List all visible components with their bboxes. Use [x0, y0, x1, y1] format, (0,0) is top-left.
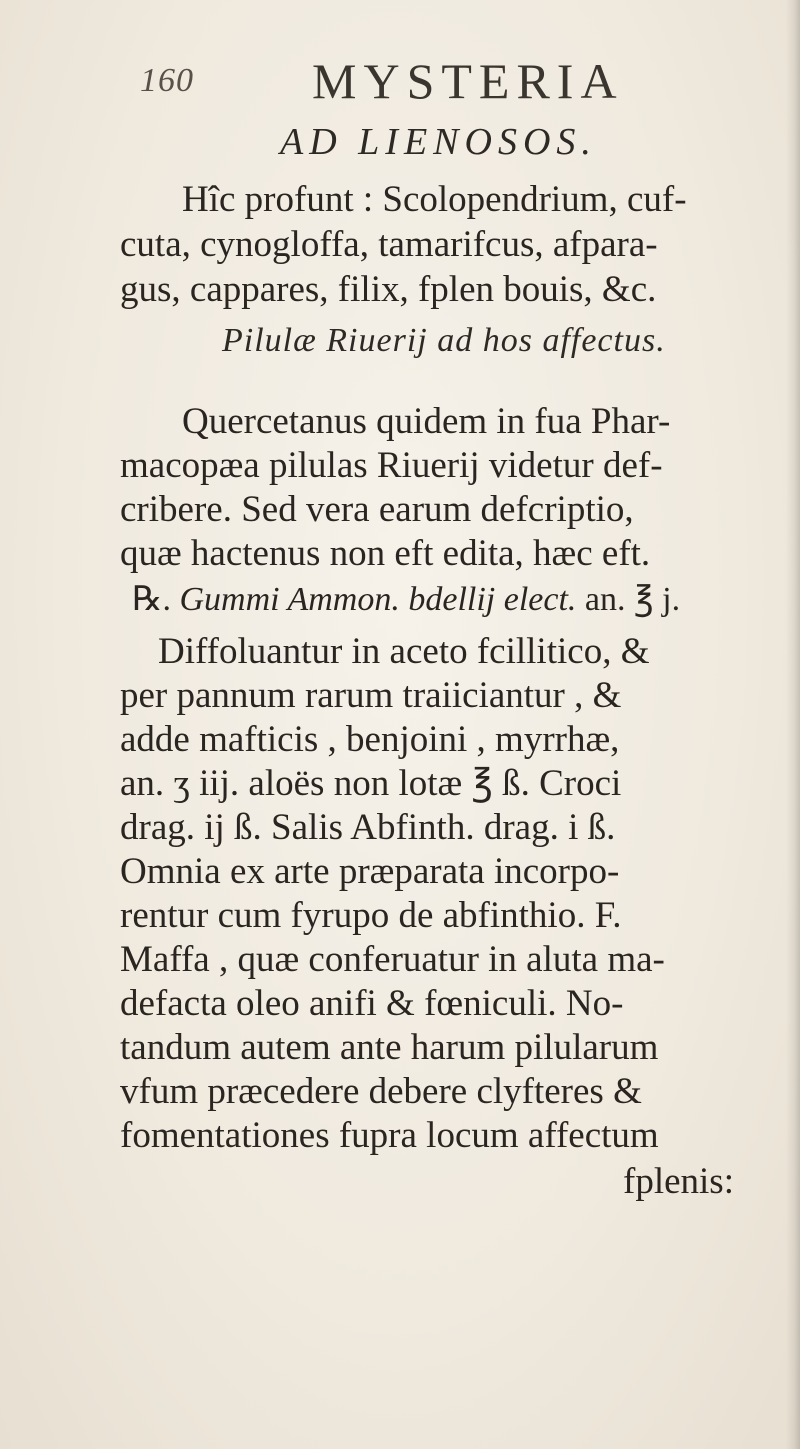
- text-line: macopæa pilulas Riuerij videtur def-: [120, 445, 663, 486]
- text-line: Quercetanus quidem in fua Phar-: [182, 401, 671, 442]
- text-line: an. ʒ iij. aloës non lotæ ℥ ß. Croci: [120, 763, 622, 804]
- subheading: Pilulæ Riuerij ad hos affectus.: [222, 322, 666, 359]
- text-line: Hîc profunt : Scolopendrium, cuf-: [182, 179, 687, 220]
- page-header: [140, 52, 660, 112]
- running-title: MYSTERIA: [312, 53, 624, 109]
- text-line: cribere. Sed vera earum defcriptio,: [120, 489, 634, 530]
- text-line: gus, cappares, filix, fplen bouis, &c.: [120, 269, 657, 310]
- recipe-ingredient: Gummi Ammon. bdellij elect.: [179, 581, 577, 618]
- text-line: defacta oleo anifi & fœniculi. No-: [120, 983, 624, 1024]
- text-line: vfum præcedere debere clyfteres &: [120, 1071, 642, 1112]
- recipe-quantity: an. ℥ j.: [584, 581, 681, 618]
- text-line: tandum autem ante harum pilularum: [120, 1027, 659, 1068]
- text-line: per pannum rarum traiiciantur , &: [120, 675, 622, 716]
- text-line: cuta, cynogloffa, tamarifcus, afpara-: [120, 224, 658, 265]
- recipe-line: [132, 578, 800, 622]
- text-line: quæ hactenus non eft edita, hæc eft.: [120, 533, 651, 574]
- text-line: drag. ij ß. Salis Abfinth. drag. i ß.: [120, 807, 616, 848]
- section-heading: AD LIENOSOS.: [280, 121, 597, 163]
- text-line: Diffoluantur in aceto fcillitico, &: [158, 631, 650, 672]
- text-line: Maffa , quæ conferuatur in aluta ma-: [120, 939, 665, 980]
- recipe-symbol: ℞.: [132, 581, 171, 618]
- text-line: adde mafticis , benjoini , myrrhæ,: [120, 719, 620, 760]
- text-line: rentur cum fyrupo de abfinthio. F.: [120, 895, 622, 936]
- catchword: fplenis:: [623, 1161, 734, 1202]
- text-line: fomentationes fupra locum affectum: [120, 1115, 659, 1156]
- text-line: Omnia ex arte præparata incorpo-: [120, 851, 620, 892]
- page-number: 160: [140, 62, 194, 99]
